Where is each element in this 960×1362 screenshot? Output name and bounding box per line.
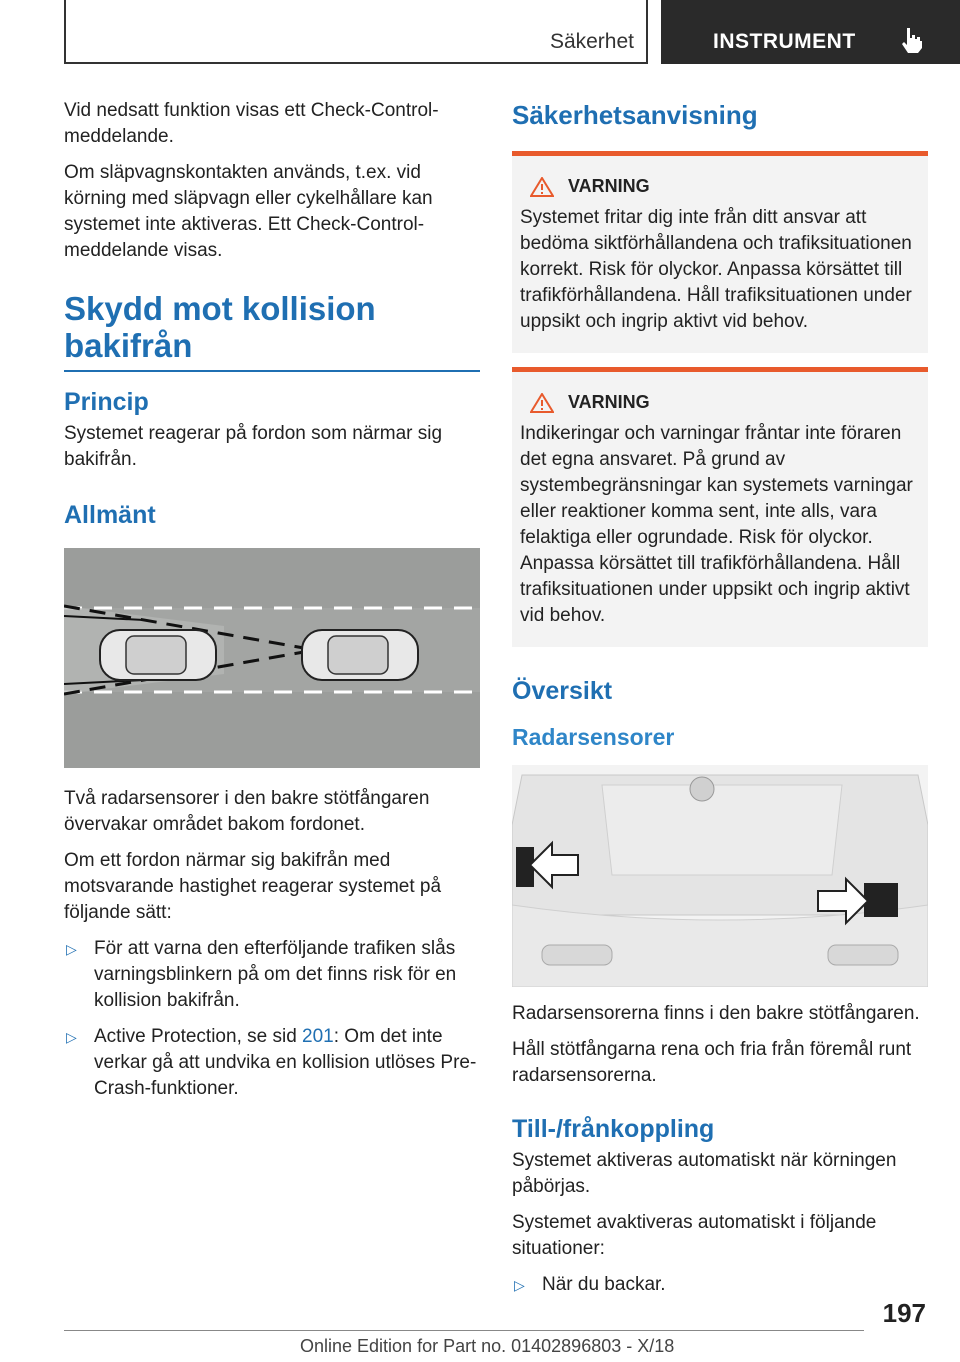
intro-paragraph-1: Vid nedsatt funktion visas ett Check-Control-meddelande. <box>64 100 439 147</box>
general-paragraph-2: Om ett fordon närmar sig bakifrån med motsvarande hastighet reagerar systemet på följande sätt: <box>64 850 442 923</box>
ego-car-shape <box>100 630 216 680</box>
list-item-text: När du backar. <box>542 1274 666 1295</box>
footer-edition: Online Edition for Part no. 01402896803 - X/18 <box>300 1336 675 1356</box>
warning-box-1 <box>512 151 928 353</box>
header-section-label: Säkerhet <box>549 30 634 53</box>
header-section-tab <box>64 0 648 64</box>
bullet-triangle-icon: ▷ <box>66 1029 77 1045</box>
onoff-paragraph-2: Systemet avaktiveras automatiskt i följande situationer: <box>512 1212 877 1259</box>
radar-paragraph-2: Håll stötfångarna rena och fria från föremål runt radarsensorerna. <box>512 1039 912 1086</box>
warning-title-row <box>520 176 920 197</box>
warning-triangle-icon <box>530 393 554 413</box>
onoff-paragraph-1: Systemet aktiveras automatiskt när körningen påbörjas. <box>512 1150 897 1197</box>
right-radar-sensor <box>864 883 898 917</box>
list-item-text-post: : Om det inte verkar gå att undvika en kollision utlöses Pre-Crash-funktioner. <box>94 1026 477 1099</box>
warning-title: VARNING <box>568 176 650 196</box>
left-column <box>64 98 480 1112</box>
rear-bumper-illustration <box>512 765 928 987</box>
intro-paragraph-2: Om släpvagnskontakten används, t.ex. vid körning med släpvagn eller cykelhållare kan systemet inte aktiveras. Ett Check-Control-meddelande visas. <box>64 162 433 261</box>
list-item-text-pre: Active Protection, se sid <box>94 1026 303 1047</box>
list-item-text: För att varna den efterföljande trafiken slås varningsblinkern på om det finns risk för en kollision bakifrån. <box>94 938 457 1011</box>
principle-heading: Princip <box>64 388 149 416</box>
warning-text: Indikeringar och varningar fråntar inte föraren det egna ansvaret. På grund av systembegränsningar kan systemets varningar eller reaktioner komma sent, inte alls, vara felaktiga eller ogrundade. Risk för olyckor. Anpassa körsättet till trafikförhållandena. Håll trafiksituationen under uppsikt och ingrip aktivt vid behov. <box>520 423 913 626</box>
safety-heading: Säkerhetsanvisning <box>512 100 758 130</box>
following-car-shape <box>302 630 418 680</box>
reaction-list <box>64 936 480 1102</box>
general-paragraph-1: Två radarsensorer i den bakre stötfångaren övervakar området bakom fordonet. <box>64 788 430 835</box>
warning-text: Systemet fritar dig inte från ditt ansvar att bedöma siktförhållandena och trafiksituationen korrekt. Risk för olyckor. Anpassa körsättet till trafikförhållandena. Håll trafiksituationen under uppsikt och ingrip aktivt vid behov. <box>520 207 912 332</box>
page-number: 197 <box>882 1298 926 1328</box>
road-illustration <box>64 548 480 768</box>
warning-title-row <box>520 392 920 413</box>
header-chapter-label: INSTRUMENT <box>713 30 856 53</box>
warning-box-2 <box>512 367 928 647</box>
page-reference-link[interactable]: 201 <box>302 1026 334 1047</box>
general-heading: Allmänt <box>64 501 156 529</box>
hand-pointer-icon <box>899 26 925 54</box>
list-item <box>64 1024 480 1102</box>
principle-text: Systemet reagerar på fordon som närmar sig bakifrån. <box>64 423 443 470</box>
bullet-triangle-icon: ▷ <box>514 1277 525 1293</box>
onoff-heading: Till-/frånkoppling <box>512 1115 715 1143</box>
title-divider <box>64 370 480 372</box>
list-item <box>512 1272 928 1298</box>
radar-paragraph-1: Radarsensorerna finns i den bakre stötfångaren. <box>512 1003 920 1024</box>
header-chapter-tab <box>661 0 960 64</box>
warning-title: VARNING <box>568 392 650 412</box>
right-column <box>512 100 928 1308</box>
warning-triangle-icon <box>530 177 554 197</box>
radar-heading: Radarsensorer <box>512 724 675 750</box>
overview-heading: Översikt <box>512 677 613 705</box>
list-item <box>64 936 480 1014</box>
footer-divider <box>64 1330 864 1331</box>
section-title: Skydd mot kollision bakifrån <box>64 290 376 364</box>
bullet-triangle-icon: ▷ <box>66 941 77 957</box>
deactivation-list <box>512 1272 928 1298</box>
